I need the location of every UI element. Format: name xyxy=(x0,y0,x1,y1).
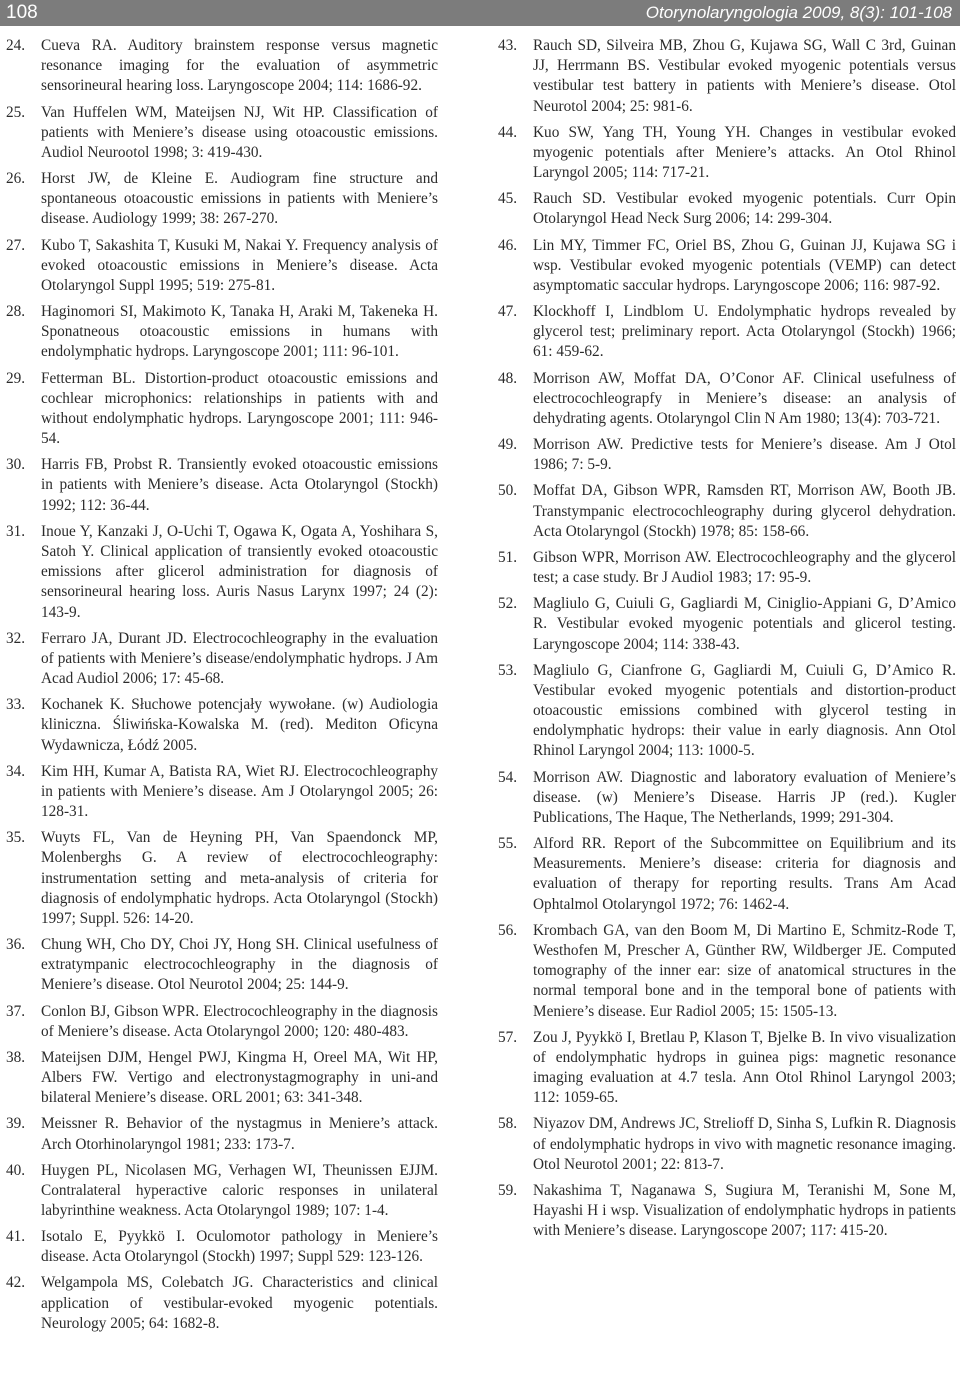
reference-text: Rauch SD, Silveira MB, Zhou G, Kujawa SG, Wall C 3rd, Guinan JJ, Herrmann BS. Vestibular evoked myogenic potentials versus vestibular test battery in patients with Meniere’s disease. Otol Neurotol 2004; 25: 981-6. xyxy=(533,37,956,115)
reference-item xyxy=(498,661,956,762)
reference-text: Inoue Y, Kanzaki J, O-Uchi T, Ogawa K, Ogata A, Yoshihara S, Satoh Y. Clinical application of transiently evoked otoacoustic emissions after glicerol administration for diagnosis of sensorineural hearing loss. Auris Nasus Larynx 1997; 24 (2): 143-9. xyxy=(41,522,438,621)
reference-item xyxy=(6,1114,438,1154)
reference-number: 30. xyxy=(6,456,26,474)
reference-number: 35. xyxy=(6,829,26,847)
reference-number: 45. xyxy=(498,190,518,208)
reference-item xyxy=(6,236,438,297)
reference-number: 57. xyxy=(498,1028,518,1046)
reference-text: Chung WH, Cho DY, Choi JY, Hong SH. Clinical usefulness of extratympanic electrocochleography in the diagnosis of Meniere’s disease. Otol Neurotol 2004; 25: 144-9. xyxy=(41,936,438,994)
reference-number: 28. xyxy=(6,303,26,320)
page-header xyxy=(0,0,960,26)
reference-item xyxy=(498,481,956,542)
reference-number: 26. xyxy=(6,170,26,187)
reference-number: 56. xyxy=(498,921,518,939)
reference-number: 48. xyxy=(498,369,518,387)
reference-item xyxy=(498,1114,956,1175)
reference-number: 29. xyxy=(6,369,26,387)
reference-item xyxy=(498,369,956,430)
reference-text: Gibson WPR, Morrison AW. Electrocochleography and the glycerol test; a case study. Br J Audiol 1983; 17: 95-9. xyxy=(533,548,956,586)
reference-text: Lin MY, Timmer FC, Oriel BS, Zhou G, Guinan JJ, Kujawa SG i wsp. Vestibular evoked myogenic potentials (VEMP) can detect asymptomatic saccular hydrops. Laryngoscope 2006; 116: 987-92. xyxy=(533,236,956,294)
reference-number: 38. xyxy=(6,1048,26,1066)
journal-citation: Otorynolaryngologia 2009, 8(3): 101-108 xyxy=(645,3,952,22)
reference-item xyxy=(6,36,438,97)
reference-number: 33. xyxy=(6,696,26,714)
reference-text: Nakashima T, Naganawa S, Sugiura M, Teranishi M, Sone M, Hayashi H i wsp. Visualization of endolymphatic hydrops in patients with Meniere’s disease. Laryngoscope 2007; 117: 415-20. xyxy=(533,1181,956,1240)
reference-item xyxy=(498,834,956,915)
reference-number: 34. xyxy=(6,762,26,780)
reference-text: Magliulo G, Cianfrone G, Gagliardi M, Cuiuli G, D’Amico R. Vestibular evoked myogenic potentials and distortion-product otoacoustic emissions combined with glycerol testing in endolymphatic hydrops: their value in early diagnosis. Ann Otol Rhinol Laryngol 2004; 113: 1000-5. xyxy=(533,661,956,760)
reference-number: 50. xyxy=(498,482,518,500)
reference-number: 25. xyxy=(6,103,26,121)
reference-number: 42. xyxy=(6,1274,26,1292)
reference-item xyxy=(498,768,956,829)
reference-item xyxy=(6,629,438,690)
reference-item xyxy=(498,594,956,655)
reference-item xyxy=(498,36,956,117)
reference-item xyxy=(6,1002,438,1042)
reference-item xyxy=(498,1028,956,1109)
reference-text: Cueva RA. Auditory brainstem response versus magnetic resonance imaging for the evaluation of asymmetric sensorineural hearing loss. Laryngoscope 2004; 114: 1686-92. xyxy=(41,37,438,95)
reference-item xyxy=(498,548,956,588)
reference-item xyxy=(6,302,438,363)
reference-text: Isotalo E, Pyykkö I. Oculomotor pathology in Meniere’s disease. Acta Otolaryngol (Stockh) 1997; Suppl 529: 123-126. xyxy=(41,1228,438,1266)
reference-item xyxy=(6,455,438,516)
reference-text: Alford RR. Report of the Subcommittee on Equilibrium and its Measurements. Meniere’s disease: criteria for diagnosis and evaluation of therapy for reporting results. Trans Am Acad Ophtalmol Otolaryngol 1972; 76: 1462-4. xyxy=(533,835,956,913)
reference-item xyxy=(498,921,956,1022)
reference-text: Haginomori SI, Makimoto K, Tanaka H, Araki M, Takeneka H. Sponatneous otoacoustic emissions in humans with endolymphatic hydrops. Laryngoscope 2001; 111: 96-101. xyxy=(41,303,438,361)
reference-item xyxy=(498,236,956,297)
reference-text: Horst JW, de Kleine E. Audiogram fine structure and spontaneous otoacoustic emissions in patients with Meniere’s disease. Audiology 1999; 38: 267-270. xyxy=(41,170,438,228)
reference-column-left xyxy=(6,36,438,1340)
reference-text: Kim HH, Kumar A, Batista RA, Wiet RJ. Electrocochleography in patients with Meniere’s disease. Am J Otolaryngol 2005; 26: 128-31. xyxy=(41,762,438,821)
reference-number: 47. xyxy=(498,303,518,320)
reference-text: Meissner R. Behavior of the nystagmus in Meniere’s attack. Arch Otorhinolaryngol 1981; 233: 173-7. xyxy=(41,1115,438,1153)
reference-number: 39. xyxy=(6,1115,26,1133)
reference-number: 32. xyxy=(6,629,26,647)
reference-item xyxy=(6,1048,438,1109)
reference-number: 55. xyxy=(498,835,518,852)
reference-number: 52. xyxy=(498,595,518,613)
reference-text: Zou J, Pyykkö I, Bretlau P, Klason T, Bjelke B. In vivo visualization of endolymphatic hydrops in guinea pigs: magnetic resonance imaging evaluation at 4.7 tesla. Ann Otol Rhinol Laryngol 2003; 112: 1059-65. xyxy=(533,1028,956,1107)
reference-item xyxy=(6,1273,438,1334)
reference-text: Wuyts FL, Van de Heyning PH, Van Spaendonck MP, Molenberghs G. A review of electrocochleography: instrumentation setting and meta-analysis of criteria for diagnosis of endolymphatic hydrops. Acta Otolaryngol (Stockh) 1997; Suppl. 526: 14-20. xyxy=(41,829,438,927)
reference-item xyxy=(6,762,438,823)
reference-text: Van Huffelen WM, Mateijsen NJ, Wit HP. Classification of patients with Meniere’s disease using otoacoustic emissions. Audiol Neurootol 1998; 3: 419-430. xyxy=(41,103,438,161)
reference-number: 24. xyxy=(6,37,26,54)
reference-text: Magliulo G, Cuiuli G, Gagliardi M, Ciniglio-Appiani G, D’Amico R. Vestibular evoked myogenic potentials and glicerol testing. Laryngoscope 2004; 114: 338-43. xyxy=(533,595,956,653)
reference-number: 36. xyxy=(6,936,26,954)
reference-text: Krombach GA, van den Boom M, Di Martino E, Schmitz-Rode T, Westhofen M, Prescher A, Günther RW, Wildberger JE. Computed tomography of the inner ear: size of anatomical structures in the normal temporal bone and in the temporal bone of patients with Meniere’s disease. Eur Radiol 2005; 15: 1505-13. xyxy=(533,921,956,1020)
reference-number: 41. xyxy=(6,1228,26,1246)
reference-number: 44. xyxy=(498,123,518,141)
reference-text: Kuo SW, Yang TH, Young YH. Changes in vestibular evoked myogenic potentials after Meniere’s attacks. An Otol Rhinol Laryngol 2005; 114: 717-21. xyxy=(533,123,956,182)
reference-item xyxy=(498,435,956,475)
reference-text: Rauch SD. Vestibular evoked myogenic potentials. Curr Opin Otolaryngol Head Neck Surg 2006; 14: 299-304. xyxy=(533,190,956,228)
reference-number: 53. xyxy=(498,661,518,679)
reference-text: Klockhoff I, Lindblom U. Endolymphatic hydrops revealed by glycerol test; preliminary report. Acta Otolaryngol (Stockh) 1966; 61: 459-62. xyxy=(533,303,956,361)
reference-text: Harris FB, Probst R. Transiently evoked otoacoustic emissions in patients with Meniere’s disease. Acta Otolaryngol (Stockh) 1992; 112: 36-44. xyxy=(41,456,438,514)
reference-text: Conlon BJ, Gibson WPR. Electrocochleography in the diagnosis of Meniere’s disease. Acta Otolaryngol 2000; 120: 480-483. xyxy=(41,1002,438,1040)
reference-number: 37. xyxy=(6,1002,26,1020)
reference-item xyxy=(498,189,956,229)
reference-item xyxy=(6,695,438,756)
reference-item xyxy=(6,103,438,164)
reference-item xyxy=(498,302,956,363)
reference-number: 46. xyxy=(498,236,518,254)
reference-item xyxy=(6,1161,438,1222)
reference-item xyxy=(6,522,438,623)
reference-text: Kochanek K. Słuchowe potencjały wywołane. (w) Audiologia kliniczna. Śliwińska-Kowalska M. (red). Mediton Oficyna Wydawnicza, Łódź 2005. xyxy=(41,696,438,754)
reference-item xyxy=(498,123,956,184)
reference-number: 54. xyxy=(498,768,518,786)
reference-item xyxy=(498,1181,956,1242)
reference-text: Moffat DA, Gibson WPR, Ramsden RT, Morrison AW, Booth JB. Transtympanic electrocochleography during glycerol dehydration. Acta Otolaryngol (Stockh) 1978; 85: 158-66. xyxy=(533,482,956,540)
reference-text: Morrison AW. Predictive tests for Meniere’s disease. Am J Otol 1986; 7: 5-9. xyxy=(533,436,956,474)
page-number: 108 xyxy=(6,2,38,23)
reference-text: Ferraro JA, Durant JD. Electrocochleography in the evaluation of patients with Meniere’s disease/endolymphatic hydrops. J Am Acad Audiol 2006; 17: 45-68. xyxy=(41,629,438,688)
reference-number: 43. xyxy=(498,37,518,54)
reference-text: Morrison AW. Diagnostic and laboratory evaluation of Meniere’s disease. (w) Meniere’s Disease. Harris JP (red.). Kugler Publications, The Haque, The Netherlands, 1999; 291-304. xyxy=(533,768,956,826)
reference-number: 58. xyxy=(498,1115,518,1133)
reference-item xyxy=(6,828,438,929)
reference-item xyxy=(6,169,438,230)
reference-text: Niyazov DM, Andrews JC, Strelioff D, Sinha S, Lufkin R. Diagnosis of endolymphatic hydrops in vivo with magnetic resonance imaging. Otol Neurotol 2001; 22: 813-7. xyxy=(533,1115,956,1173)
reference-item xyxy=(6,369,438,450)
reference-number: 51. xyxy=(498,548,518,566)
reference-number: 27. xyxy=(6,236,26,254)
reference-number: 49. xyxy=(498,436,518,453)
reference-text: Morrison AW, Moffat DA, O’Conor AF. Clinical usefulness of electrocochleograpfy in Meniere’s disease: an analysis of dehydrating agents. Otolaryngol Clin N Am 1980; 13(4): 703-721. xyxy=(533,369,956,427)
reference-number: 59. xyxy=(498,1181,518,1199)
reference-text: Mateijsen DJM, Hengel PWJ, Kingma H, Oreel MA, Wit HP, Albers FW. Vertigo and electronystagmography in uni-and bilateral Meniere’s disease. ORL 2001; 63: 341-348. xyxy=(41,1048,438,1107)
reference-text: Fetterman BL. Distortion-product otoacoustic emissions and cochlear microphonics: relationships in patients with and without endolymphatic hydrops. Laryngoscope 2001; 111: 946-54. xyxy=(41,369,438,448)
reference-item xyxy=(6,1227,438,1267)
reference-number: 31. xyxy=(6,522,26,540)
reference-text: Welgampola MS, Colebatch JG. Characteristics and clinical application of vestibular-evoked myogenic potentials. Neurology 2005; 64: 1682-8. xyxy=(41,1274,438,1332)
reference-column-right xyxy=(498,36,956,1247)
reference-item xyxy=(6,935,438,996)
reference-number: 40. xyxy=(6,1161,26,1179)
reference-text: Huygen PL, Nicolasen MG, Verhagen WI, Theunissen EJJM. Contralateral hyperactive caloric responses in unilateral labyrinthine weakness. Acta Otolaryngol 1989; 107: 1-4. xyxy=(41,1161,438,1220)
reference-text: Kubo T, Sakashita T, Kusuki M, Nakai Y. Frequency analysis of evoked otoacoustic emissions in Meniere’s disease. Acta Otolaryngol Suppl 1995; 519: 275-81. xyxy=(41,236,438,294)
